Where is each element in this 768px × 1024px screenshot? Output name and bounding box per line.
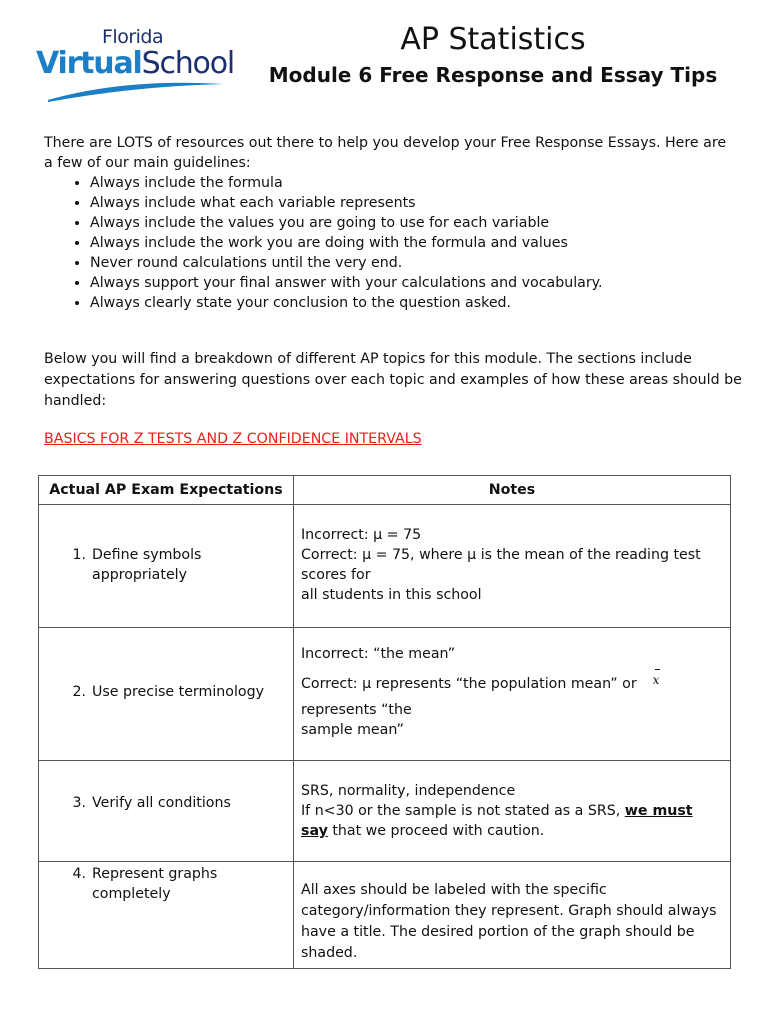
florida-virtual-school-logo <box>36 26 246 104</box>
list-item: • Always support your final answer with your calculations and vocabulary. <box>90 273 734 293</box>
list-item: • Always include the values you are going to use for each variable <box>90 213 734 233</box>
table-row <box>39 862 731 969</box>
x-bar-symbol: x <box>653 670 660 690</box>
intro-section <box>44 133 734 313</box>
breakdown-paragraph: Below you will find a breakdown of different AP topics for this module. The sections include expectations for answering questions over each topic and examples of how these areas should be handled: <box>44 351 742 409</box>
expectation-cell: 1. Define symbols appropriately <box>39 505 294 628</box>
expectation-cell: 4. Represent graphs completely <box>39 862 294 969</box>
list-item: • Always include what each variable represents <box>90 193 734 213</box>
table-header-row <box>39 476 731 505</box>
notes-cell: Incorrect: μ = 75 Correct: μ = 75, where μ is the mean of the reading test scores for all students in this school <box>294 505 731 628</box>
section-heading: BASICS FOR Z TESTS AND Z CONFIDENCE INTERVALS <box>44 431 422 447</box>
notes-cell: SRS, normality, independence If n<30 or the sample is not stated as a SRS, we must say that we proceed with caution. <box>294 761 731 862</box>
list-item: • Always include the formula <box>90 173 734 193</box>
page-title: AP Statistics <box>400 22 586 57</box>
logo-text-virtual-school: VirtualSchool <box>36 46 235 81</box>
list-item: • Always include the work you are doing with the formula and values <box>90 233 734 253</box>
table-row <box>39 761 731 862</box>
list-item: • Never round calculations until the very end. <box>90 253 734 273</box>
table-row <box>39 628 731 761</box>
column-header-expectations: Actual AP Exam Expectations <box>39 476 294 505</box>
intro-text: There are LOTS of resources out there to help you develop your Free Response Essays. Here are a few of our main guidelines: <box>44 135 727 171</box>
notes-cell: Incorrect: “the mean” Correct: μ represents “the population mean” or x represents “the sample mean” <box>294 628 731 761</box>
table-row <box>39 505 731 628</box>
guidelines-list <box>44 173 734 313</box>
list-item: • Always clearly state your conclusion to the question asked. <box>90 293 734 313</box>
logo-swoosh-icon <box>46 80 226 104</box>
expectation-cell: 2. Use precise terminology <box>39 628 294 761</box>
page-subtitle: Module 6 Free Response and Essay Tips <box>268 63 718 87</box>
column-header-notes: Notes <box>294 476 731 505</box>
emphasis-text: we must say <box>301 803 693 839</box>
notes-cell: All axes should be labeled with the specific category/information they represent. Graph should always have a title. The desired portion of the graph should be shaded. <box>294 862 731 969</box>
logo-text-florida: Florida <box>102 26 164 48</box>
expectations-table <box>38 475 731 969</box>
expectation-cell: 3. Verify all conditions <box>39 761 294 862</box>
